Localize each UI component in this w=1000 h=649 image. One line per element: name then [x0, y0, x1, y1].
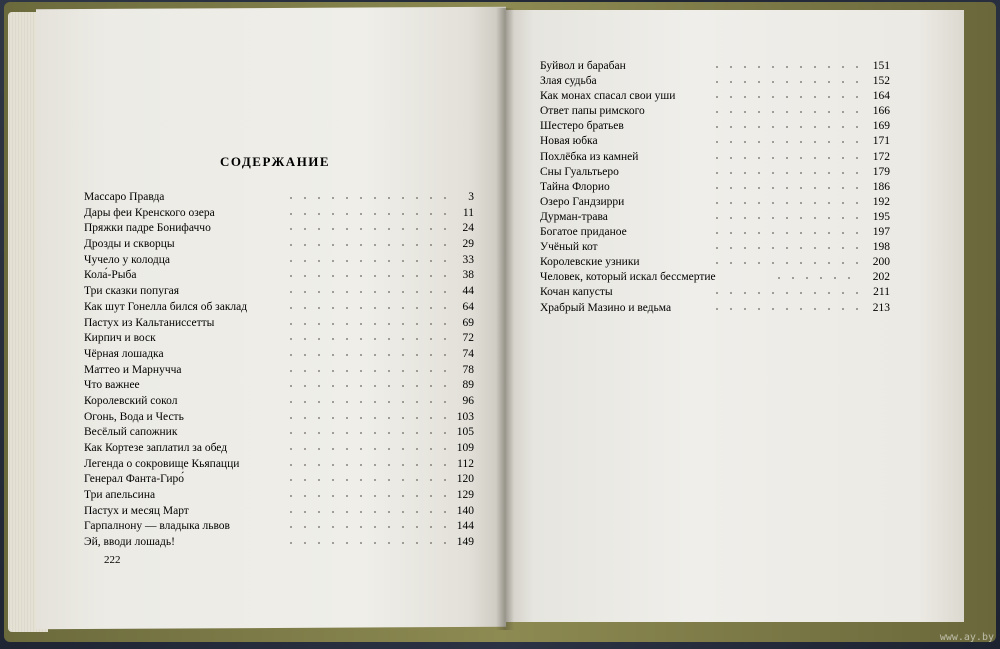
toc-dot-leader [710, 172, 862, 174]
toc-dot-leader [710, 187, 862, 189]
toc-entry-page: 29 [462, 238, 474, 251]
book-gutter [496, 8, 514, 630]
toc-dot-leader [710, 232, 862, 234]
toc-entry-page: 38 [462, 269, 474, 282]
toc-entry-title: Кола́-Рыба [84, 269, 137, 282]
toc-entry-page: 171 [872, 135, 890, 148]
toc-dot-leader [284, 370, 446, 372]
toc-entry-title: Массаро Правда [84, 191, 165, 203]
toc-dot-leader [710, 217, 862, 219]
toc-entry [84, 535, 474, 551]
toc-dot-leader [710, 111, 862, 113]
toc-entry-title: Учёный кот [540, 241, 598, 254]
toc-dot-leader [284, 542, 446, 544]
toc-dot-leader [710, 202, 862, 204]
toc-entry [540, 74, 890, 89]
toc-dot-leader [710, 66, 862, 68]
toc-entry-title: Королевские узники [540, 256, 640, 269]
toc-entry-page: 105 [456, 426, 474, 439]
toc-entry-page: 198 [872, 241, 890, 254]
toc-entry-page: 44 [462, 285, 474, 298]
toc-entry-title: Как монах спасал свои уши [540, 90, 676, 103]
toc-entry [540, 180, 890, 195]
toc-entry [540, 255, 890, 270]
toc-dot-leader [284, 526, 446, 528]
toc-entry [84, 488, 474, 504]
toc-entry-title: Храбрый Мазино и ведьма [540, 301, 672, 314]
toc-entry-page: 144 [456, 520, 474, 533]
toc-entry-page: 202 [872, 271, 890, 284]
toc-entry-title: Чучело у колодца [84, 253, 170, 266]
toc-entry-page: 211 [873, 286, 890, 299]
toc-dot-leader [710, 157, 862, 159]
toc-dot-leader [710, 141, 862, 143]
toc-dot-leader [284, 385, 446, 387]
toc-entry-title: Весёлый сапожник [84, 426, 178, 439]
toc-dot-leader [284, 228, 446, 230]
toc-entry-page: 120 [456, 473, 474, 486]
toc-entry [540, 301, 890, 316]
toc-entry-title: Генерал Фанта-Гиро́ [84, 473, 185, 486]
toc-entry [84, 331, 474, 347]
toc-entry-page: 96 [462, 394, 474, 407]
toc-entry [84, 253, 474, 269]
toc-dot-leader [284, 323, 446, 325]
toc-entry-title: Дурман-трава [540, 210, 608, 223]
toc-dot-leader [284, 448, 446, 450]
toc-entry-title: Буйвол и барабан [540, 60, 626, 72]
toc-entry-page: 24 [462, 222, 474, 235]
toc-dot-leader [284, 197, 446, 199]
toc-right-list [540, 59, 890, 316]
toc-entry [84, 441, 474, 457]
toc-entry [540, 89, 890, 104]
toc-entry-title: Пастух из Кальтаниссетты [84, 316, 215, 329]
toc-entry-title: Ответ папы римского [540, 105, 645, 118]
toc-entry-title: Три сказки попугая [84, 285, 180, 298]
toc-entry [84, 457, 474, 473]
toc-entry [84, 363, 474, 379]
toc-entry [84, 472, 474, 488]
toc-entry [540, 195, 890, 210]
toc-dot-leader [710, 292, 862, 294]
toc-entry [84, 347, 474, 363]
toc-entry [84, 425, 474, 441]
toc-dot-leader [284, 275, 446, 277]
toc-entry [540, 240, 890, 255]
toc-entry-page: 192 [872, 195, 890, 208]
toc-entry-title: Тайна Флорио [540, 180, 610, 193]
toc-dot-leader [284, 464, 446, 466]
toc-entry-title: Кирпич и воск [84, 332, 156, 345]
toc-dot-leader [284, 401, 446, 403]
toc-entry-title: Шестеро братьев [540, 120, 624, 133]
toc-entry [540, 134, 890, 149]
toc-dot-leader [284, 417, 446, 419]
toc-entry [84, 237, 474, 253]
toc-dot-leader [710, 247, 862, 249]
toc-entry-page: 74 [462, 347, 474, 360]
toc-entry-page: 64 [462, 300, 474, 313]
toc-entry [540, 165, 890, 180]
toc-entry-page: 200 [872, 256, 890, 269]
toc-entry [84, 394, 474, 410]
toc-entry-title: Сны Гуальтьеро [540, 165, 619, 178]
toc-entry [84, 519, 474, 535]
watermark-text: www.ay.by [939, 632, 994, 643]
toc-entry-title: Три апельсина [84, 489, 156, 502]
contents-heading: СОДЕРЖАНИЕ [220, 154, 331, 169]
toc-dot-leader [710, 126, 862, 128]
toc-entry-title: Легенда о сокровище Кьяпацци [84, 457, 240, 470]
toc-entry-page: 72 [462, 332, 474, 345]
toc-dot-leader [284, 511, 446, 513]
toc-dot-leader [284, 432, 446, 434]
toc-entry [84, 284, 474, 300]
toc-entry-title: Дрозды и скворцы [84, 238, 175, 251]
toc-entry [540, 225, 890, 240]
toc-entry-page: 172 [872, 150, 890, 163]
toc-entry-page: 11 [462, 206, 474, 219]
toc-entry [84, 268, 474, 284]
toc-dot-leader [284, 354, 446, 356]
page-number: 222 [104, 554, 121, 566]
toc-entry-page: 179 [872, 165, 890, 178]
toc-dot-leader [284, 479, 446, 481]
toc-entry-page: 69 [462, 316, 474, 329]
toc-dot-leader [284, 307, 446, 309]
toc-entry-page: 89 [462, 379, 474, 392]
toc-entry-title: Злая судьба [540, 75, 597, 88]
toc-entry-page: 169 [872, 120, 890, 133]
toc-dot-leader [284, 244, 446, 246]
toc-entry-page: 213 [872, 301, 890, 314]
toc-entry-title: Богатое приданое [540, 226, 627, 239]
toc-dot-leader [284, 338, 446, 340]
toc-dot-leader [284, 213, 446, 215]
toc-entry-title: Похлёбка из камней [540, 150, 639, 163]
toc-entry [540, 119, 890, 134]
toc-entry [84, 316, 474, 332]
toc-entry-page: 78 [462, 363, 474, 376]
toc-entry-title: Как шут Гонелла бился об заклад [84, 300, 248, 313]
toc-dot-leader [710, 308, 862, 310]
toc-dot-leader [284, 260, 446, 262]
toc-entry [540, 59, 890, 74]
toc-entry-title: Что важнее [84, 379, 140, 392]
toc-entry-title: Пастух и месяц Март [84, 504, 189, 517]
toc-entry [540, 270, 890, 285]
toc-entry-title: Человек, который искал бессмертие [540, 271, 716, 284]
toc-dot-leader [710, 81, 862, 83]
toc-entry [540, 104, 890, 119]
toc-dot-leader [284, 495, 446, 497]
toc-dot-leader [710, 262, 862, 264]
toc-entry-title: Королевский сокол [84, 394, 178, 407]
toc-entry-page: 152 [872, 75, 890, 88]
toc-entry [84, 221, 474, 237]
toc-entry-page: 3 [468, 191, 474, 203]
toc-entry-title: Эй, вводи лошадь! [84, 536, 175, 549]
toc-entry-page: 195 [872, 210, 890, 223]
toc-entry-title: Новая юбка [540, 135, 598, 148]
toc-entry-title: Чёрная лошадка [84, 347, 164, 360]
toc-entry-page: 109 [456, 442, 474, 454]
toc-entry-page: 186 [872, 180, 890, 193]
toc-entry-title: Гарпалнону — владыка львов [84, 520, 230, 533]
toc-dot-leader [710, 96, 862, 98]
toc-entry-page: 197 [872, 226, 890, 239]
toc-entry-title: Маттео и Марнучча [84, 363, 182, 376]
toc-entry-title: Пряжки падре Бонифаччо [84, 222, 211, 235]
toc-entry-page: 129 [456, 489, 474, 502]
toc-entry-page: 151 [872, 60, 890, 72]
toc-entry [540, 210, 890, 225]
toc-entry-title: Озеро Гандзирри [540, 195, 625, 208]
toc-entry-title: Дары феи Кренского озера [84, 206, 215, 219]
toc-entry [84, 300, 474, 316]
toc-dot-leader [284, 291, 446, 293]
toc-entry-page: 140 [456, 504, 474, 517]
toc-entry-title: Как Кортезе заплатил за обед [84, 442, 228, 454]
toc-entry [84, 504, 474, 520]
toc-entry-page: 103 [456, 410, 474, 423]
toc-entry-page: 112 [457, 457, 474, 470]
toc-entry [540, 150, 890, 165]
toc-dot-leader [772, 277, 862, 279]
toc-entry [84, 410, 474, 426]
toc-entry [84, 206, 474, 222]
toc-entry-title: Кочан капусты [540, 286, 613, 299]
toc-entry-page: 149 [456, 536, 474, 549]
toc-entry-page: 33 [462, 253, 474, 266]
toc-entry [84, 190, 474, 206]
toc-entry [540, 285, 890, 300]
toc-entry-page: 164 [872, 90, 890, 103]
toc-left-list [84, 190, 474, 551]
toc-entry [84, 378, 474, 394]
toc-entry-page: 166 [872, 105, 890, 118]
toc-entry-title: Огонь, Вода и Честь [84, 410, 184, 423]
